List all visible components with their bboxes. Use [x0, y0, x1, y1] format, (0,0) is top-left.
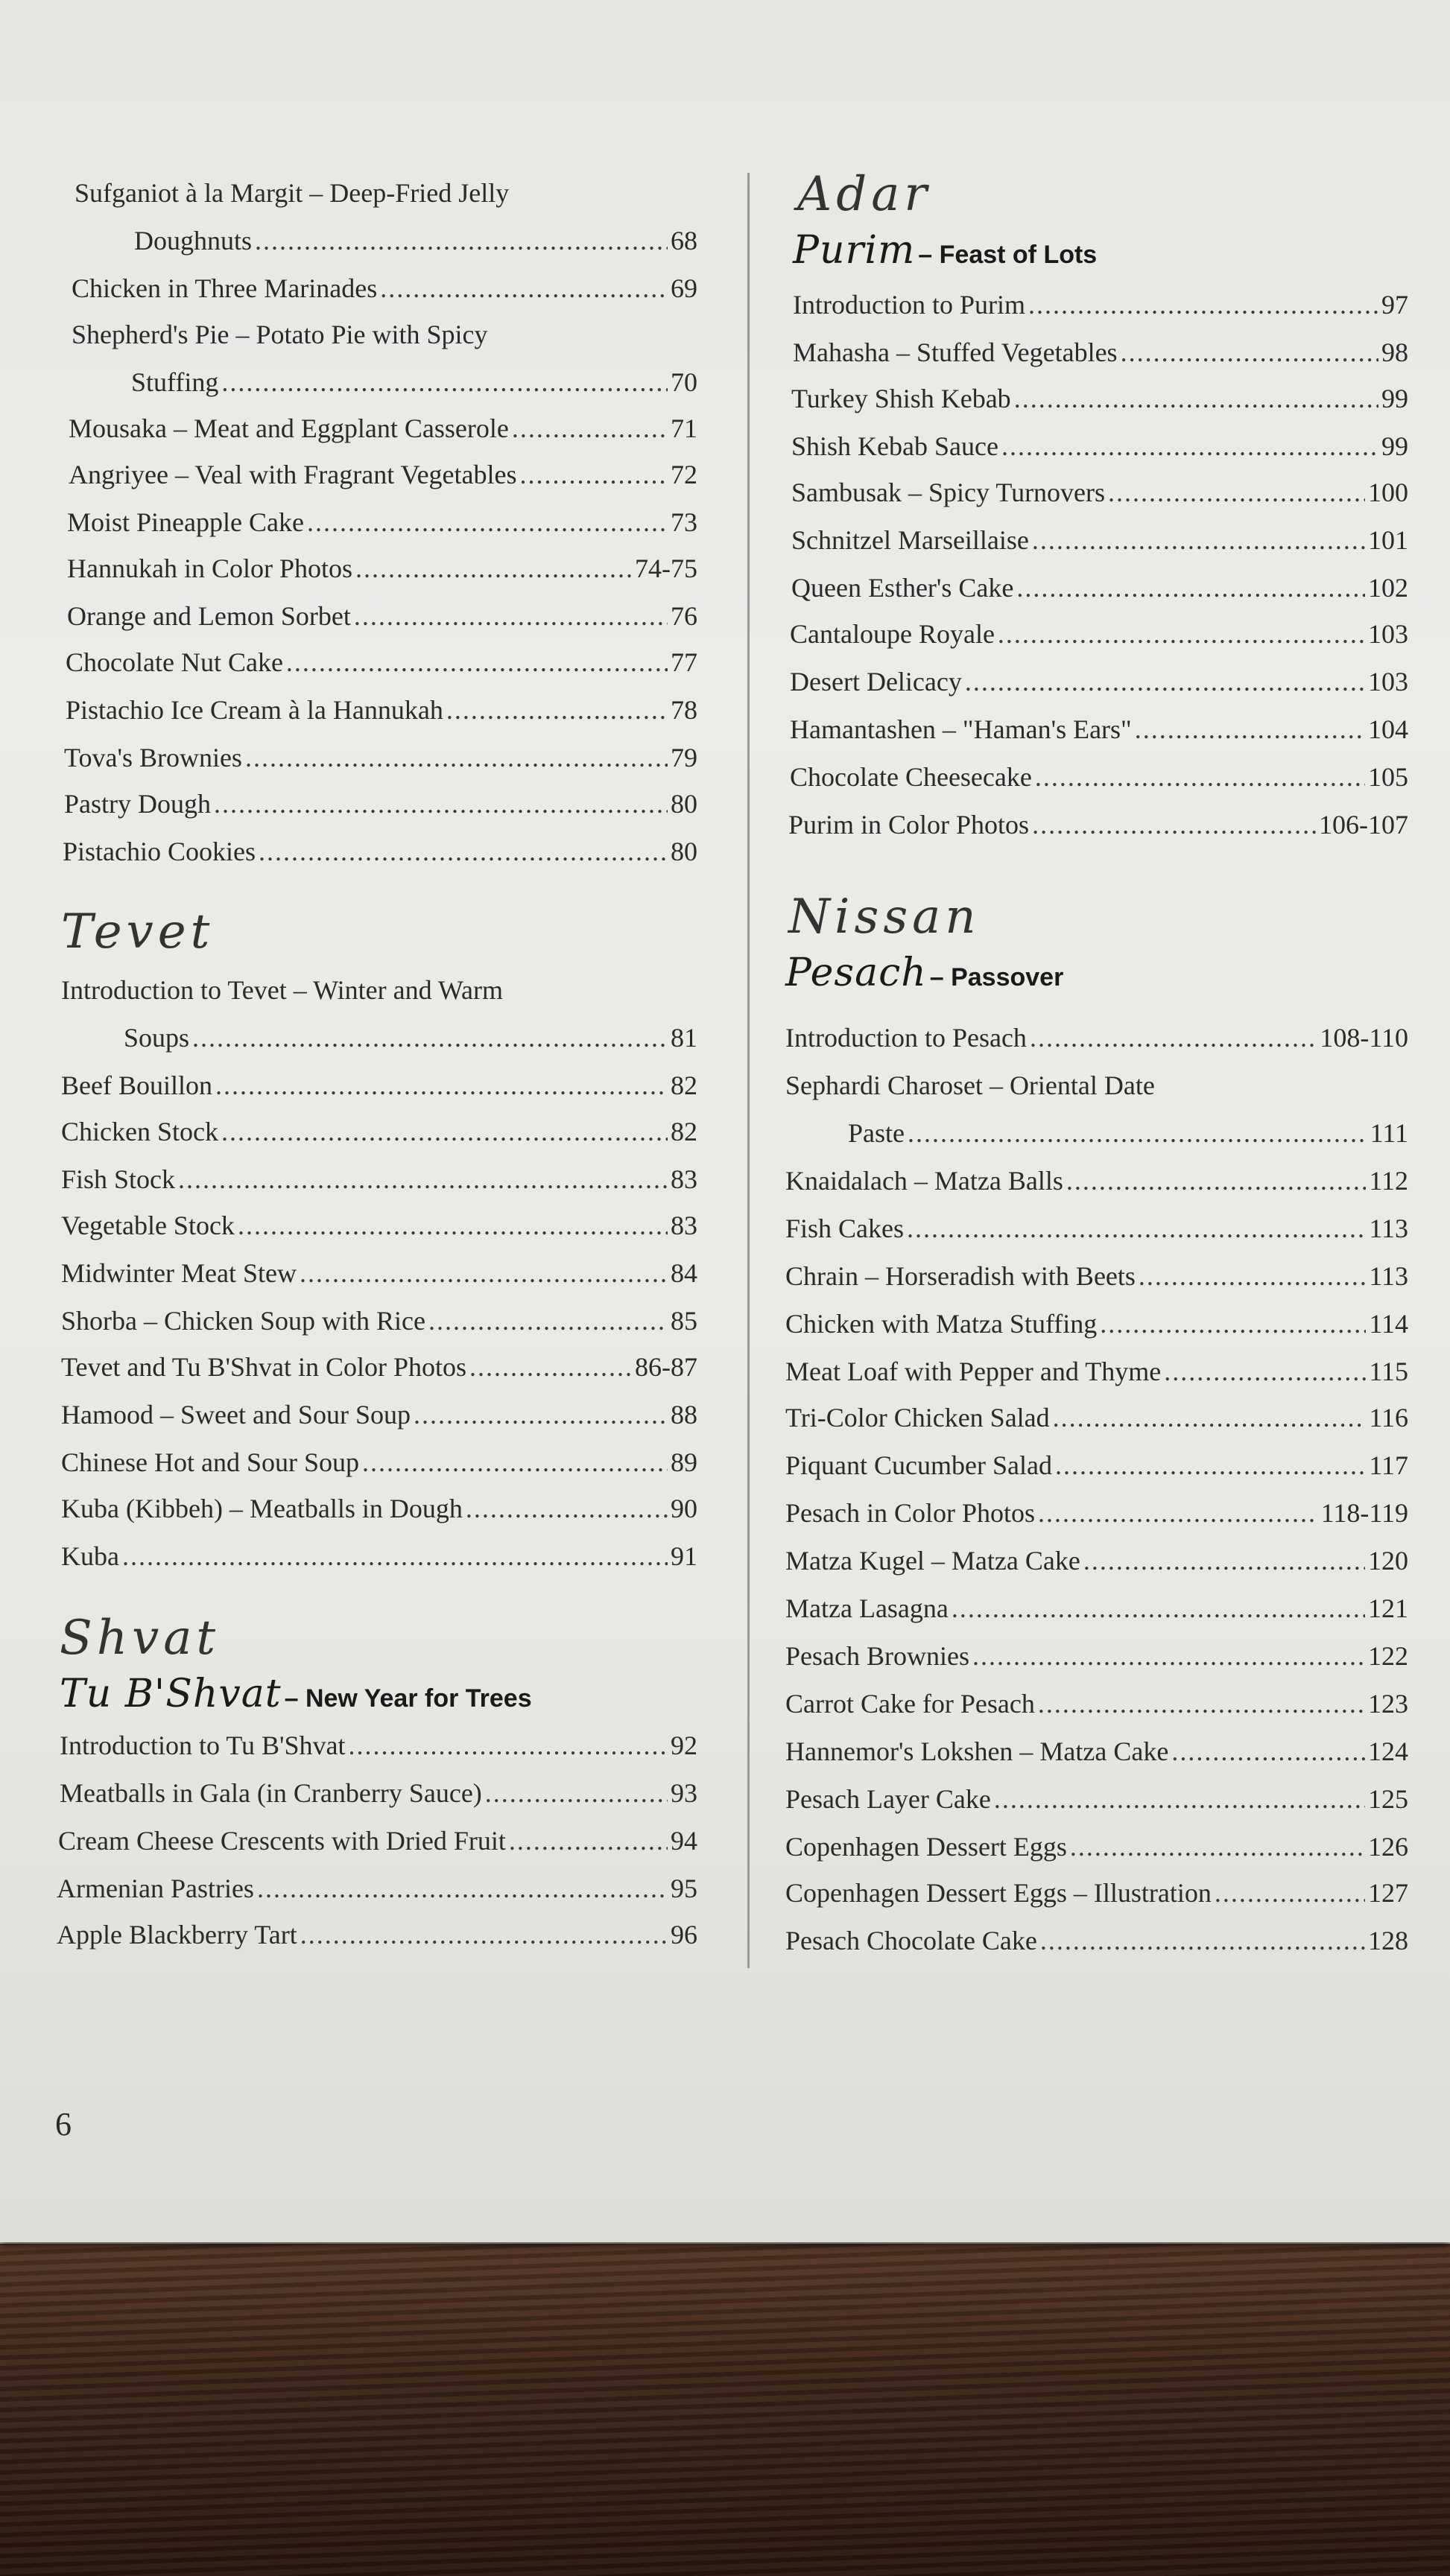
- toc-entry[interactable]: Meat Loaf with Pepper and Thyme ..... 115: [785, 1354, 1408, 1389]
- section-title-tevet: Tevet: [61, 904, 215, 959]
- toc-page-number: 96: [671, 1920, 697, 1950]
- toc-entry-line1: Shepherd's Pie – Potato Pie with Spicy: [72, 320, 488, 349]
- toc-entry[interactable]: Paste ..... 111: [785, 1116, 1408, 1150]
- toc-entry-line1: Sufganiot à la Margit – Deep-Fried Jelly: [75, 178, 510, 208]
- toc-entry[interactable]: Doughnuts ..... 68: [72, 223, 697, 258]
- toc-entry[interactable]: Introduction to Pesach ..... 108-110: [785, 1021, 1408, 1055]
- toc-page-number: 126: [1368, 1832, 1408, 1862]
- toc-entry[interactable]: Shorba – Chicken Soup with Rice ..... 85: [61, 1304, 697, 1338]
- toc-page-number: 103: [1368, 667, 1408, 697]
- toc-page-number: 83: [671, 1164, 697, 1194]
- toc-page-number: 114: [1369, 1309, 1408, 1339]
- toc-entry[interactable]: Cream Cheese Crescents with Dried Fruit ..... 94: [58, 1824, 697, 1858]
- toc-entry[interactable]: Moist Pineapple Cake ..... 73: [67, 505, 697, 539]
- toc-entry[interactable]: Matza Kugel – Matza Cake ..... 120: [785, 1544, 1408, 1578]
- toc-entry[interactable]: Desert Delicacy ..... 103: [790, 664, 1408, 699]
- toc-entry[interactable]: Midwinter Meat Stew ..... 84: [61, 1256, 697, 1290]
- toc-page-number: 125: [1368, 1784, 1408, 1814]
- toc-entry[interactable]: Chicken Stock ..... 82: [61, 1114, 697, 1149]
- toc-entry[interactable]: Hamood – Sweet and Sour Soup ..... 88: [61, 1398, 697, 1432]
- toc-entry[interactable]: Hamantashen – "Haman's Ears" ..... 104: [790, 712, 1408, 746]
- toc-entry[interactable]: Beef Bouillon ..... 82: [61, 1068, 697, 1103]
- toc-page-number: 73: [671, 507, 697, 537]
- toc-page-number: 84: [671, 1258, 697, 1288]
- toc-page-number: 106-107: [1319, 810, 1408, 840]
- toc-page-number: 95: [671, 1874, 697, 1903]
- toc-entry[interactable]: Pistachio Ice Cream à la Hannukah ..... 78: [66, 693, 697, 727]
- toc-page-number: 118-119: [1320, 1498, 1408, 1528]
- holiday-heading-purim: Purim – Feast of Lots: [793, 228, 1098, 273]
- toc-entry[interactable]: Armenian Pastries ..... 95: [57, 1871, 697, 1906]
- toc-page-number: 116: [1369, 1403, 1408, 1433]
- toc-page-number: 81: [671, 1023, 697, 1053]
- toc-page-number: 70: [671, 367, 697, 397]
- toc-entry[interactable]: Pistachio Cookies ..... 80: [63, 834, 697, 869]
- toc-page-number: 122: [1368, 1641, 1408, 1671]
- toc-entry[interactable]: Piquant Cucumber Salad ..... 117: [785, 1448, 1408, 1482]
- toc-entry[interactable]: Fish Cakes ..... 113: [785, 1211, 1408, 1246]
- toc-page-number: 97: [1381, 290, 1408, 320]
- toc-entry[interactable]: Hannemor's Lokshen – Matza Cake ..... 124: [785, 1734, 1408, 1768]
- toc-entry[interactable]: Vegetable Stock ..... 83: [61, 1208, 697, 1243]
- toc-entry[interactable]: Turkey Shish Kebab ..... 99: [791, 381, 1408, 416]
- toc-entry[interactable]: Soups ..... 81: [61, 1021, 697, 1055]
- toc-page-number: 76: [671, 601, 697, 631]
- toc-page-number: 78: [671, 695, 697, 725]
- toc-entry[interactable]: Meatballs in Gala (in Cranberry Sauce) ..... 93: [60, 1776, 697, 1810]
- toc-entry[interactable]: Tova's Brownies ..... 79: [64, 740, 697, 775]
- toc-page-number: 74-75: [635, 553, 697, 583]
- toc-entry[interactable]: Cantaloupe Royale ..... 103: [790, 617, 1408, 651]
- toc-page-number: 93: [671, 1778, 697, 1808]
- toc-page-number: 88: [671, 1400, 697, 1430]
- holiday-heading-pesach: Pesach – Passover: [785, 951, 1064, 995]
- toc-entry[interactable]: Matza Lasagna ..... 121: [785, 1591, 1408, 1625]
- toc-entry[interactable]: Pesach Chocolate Cake ..... 128: [785, 1923, 1408, 1958]
- toc-entry[interactable]: Shish Kebab Sauce ..... 99: [791, 429, 1408, 463]
- toc-entry[interactable]: Fish Stock ..... 83: [61, 1162, 697, 1196]
- toc-page-number: 101: [1368, 525, 1408, 555]
- toc-page-number: 128: [1368, 1926, 1408, 1955]
- toc-entry[interactable]: Tri-Color Chicken Salad ..... 116: [785, 1400, 1408, 1435]
- toc-page-number: 124: [1368, 1736, 1408, 1766]
- toc-page-number: 68: [671, 226, 697, 256]
- page-number: 6: [55, 2106, 72, 2142]
- toc-entry[interactable]: Copenhagen Dessert Eggs ..... 126: [785, 1830, 1408, 1864]
- toc-page-number: 89: [671, 1447, 697, 1477]
- toc-entry[interactable]: Introduction to Purim ..... 97: [793, 288, 1408, 322]
- toc-entry[interactable]: Purim in Color Photos ..... 106-107: [788, 808, 1408, 842]
- toc-page-number: 113: [1369, 1261, 1408, 1291]
- toc-entry[interactable]: Schnitzel Marseillaise ..... 101: [791, 523, 1408, 557]
- toc-page-number: 127: [1368, 1878, 1408, 1908]
- toc-page-number: 92: [671, 1730, 697, 1760]
- toc-page-number: 112: [1369, 1166, 1408, 1196]
- toc-entry[interactable]: Pesach Brownies ..... 122: [785, 1639, 1408, 1673]
- toc-page-number: 120: [1368, 1546, 1408, 1576]
- toc-entry[interactable]: Copenhagen Dessert Eggs – Illustration ..... 127: [785, 1876, 1408, 1910]
- toc-page-number: 91: [671, 1541, 697, 1571]
- toc-page-number: 83: [671, 1211, 697, 1240]
- section-title-adar: Adar: [797, 167, 931, 222]
- toc-page-number: 90: [671, 1494, 697, 1523]
- toc-entry[interactable]: Stuffing ..... 70: [69, 365, 697, 399]
- toc-entry[interactable]: Pesach in Color Photos ..... 118-119: [785, 1496, 1408, 1530]
- toc-entry[interactable]: Kuba ..... 91: [61, 1539, 697, 1573]
- section-title-shvat: Shvat: [60, 1611, 221, 1666]
- toc-page-number: 103: [1368, 619, 1408, 649]
- toc-entry[interactable]: Knaidalach – Matza Balls ..... 112: [785, 1164, 1408, 1198]
- toc-entry[interactable]: Chocolate Cheesecake ..... 105: [790, 760, 1408, 794]
- toc-page-number: 121: [1368, 1593, 1408, 1623]
- toc-page-number: 85: [671, 1306, 697, 1336]
- toc-page-number: 108-110: [1320, 1023, 1408, 1053]
- toc-page-number: 94: [671, 1826, 697, 1856]
- toc-entry[interactable]: Introduction to Tu B'Shvat ..... 92: [60, 1728, 697, 1763]
- toc-page-number: 115: [1369, 1357, 1408, 1386]
- toc-entry[interactable]: Apple Blackberry Tart ..... 96: [57, 1917, 697, 1952]
- toc-page-number: 111: [1370, 1118, 1408, 1148]
- toc-page-number: 86-87: [635, 1352, 697, 1382]
- toc-entry[interactable]: Sambusak – Spicy Turnovers ..... 100: [791, 475, 1408, 510]
- toc-entry[interactable]: Angriyee – Veal with Fragrant Vegetables ..... 72: [69, 457, 697, 492]
- toc-page-number: 99: [1381, 431, 1408, 461]
- toc-page-number: 100: [1368, 478, 1408, 507]
- toc-entry[interactable]: Mousaka – Meat and Eggplant Casserole ..... 71: [69, 411, 697, 445]
- toc-page-number: 82: [671, 1070, 697, 1100]
- toc-page-number: 117: [1369, 1450, 1408, 1480]
- toc-entry[interactable]: Mahasha – Stuffed Vegetables ..... 98: [793, 335, 1408, 369]
- toc-page-number: 104: [1368, 714, 1408, 744]
- toc-page-number: 98: [1381, 337, 1408, 367]
- table-surface: [0, 2220, 1450, 2576]
- toc-page-number: 80: [671, 789, 697, 819]
- toc-page-number: 123: [1368, 1689, 1408, 1719]
- toc-entry-line1: Introduction to Tevet – Winter and Warm: [61, 975, 503, 1005]
- toc-page-number: 71: [671, 413, 697, 443]
- toc-page-number: 79: [671, 743, 697, 773]
- toc-page-number: 113: [1369, 1214, 1408, 1243]
- toc-entry[interactable]: Chrain – Horseradish with Beets ..... 113: [785, 1259, 1408, 1293]
- toc-page-number: 77: [671, 647, 697, 677]
- section-title-nissan: Nissan: [788, 889, 981, 945]
- toc-page-number: 105: [1368, 762, 1408, 792]
- toc-page-number: 80: [671, 837, 697, 866]
- toc-entry[interactable]: Hannukah in Color Photos ..... 74-75: [67, 551, 697, 586]
- toc-entry[interactable]: Chicken with Matza Stuffing ..... 114: [785, 1307, 1408, 1341]
- column-divider: [747, 173, 750, 1968]
- toc-entry[interactable]: Pastry Dough ..... 80: [64, 787, 697, 821]
- toc-page-number: 102: [1368, 573, 1408, 603]
- toc-entry[interactable]: Chinese Hot and Sour Soup ..... 89: [61, 1445, 697, 1479]
- toc-entry[interactable]: Carrot Cake for Pesach ..... 123: [785, 1687, 1408, 1721]
- toc-page-number: 99: [1381, 384, 1408, 413]
- toc-entry[interactable]: Tevet and Tu B'Shvat in Color Photos ..... 86-87: [61, 1350, 697, 1384]
- toc-entry[interactable]: Chicken in Three Marinades ..... 69: [72, 271, 697, 305]
- toc-page-number: 82: [671, 1117, 697, 1146]
- toc-page-number: 69: [671, 273, 697, 303]
- toc-entry-line1: Sephardi Charoset – Oriental Date: [785, 1070, 1155, 1100]
- toc-page-number: 72: [671, 460, 697, 489]
- toc-entry[interactable]: Kuba (Kibbeh) – Meatballs in Dough ..... 90: [61, 1491, 697, 1526]
- toc-entry[interactable]: Orange and Lemon Sorbet ..... 76: [67, 599, 697, 633]
- toc-entry[interactable]: Chocolate Nut Cake ..... 77: [66, 645, 697, 679]
- holiday-heading-tu-bshvat: Tu B'Shvat – New Year for Trees: [60, 1672, 532, 1716]
- toc-entry[interactable]: Queen Esther's Cake ..... 102: [791, 571, 1408, 605]
- toc-entry[interactable]: Pesach Layer Cake ..... 125: [785, 1782, 1408, 1816]
